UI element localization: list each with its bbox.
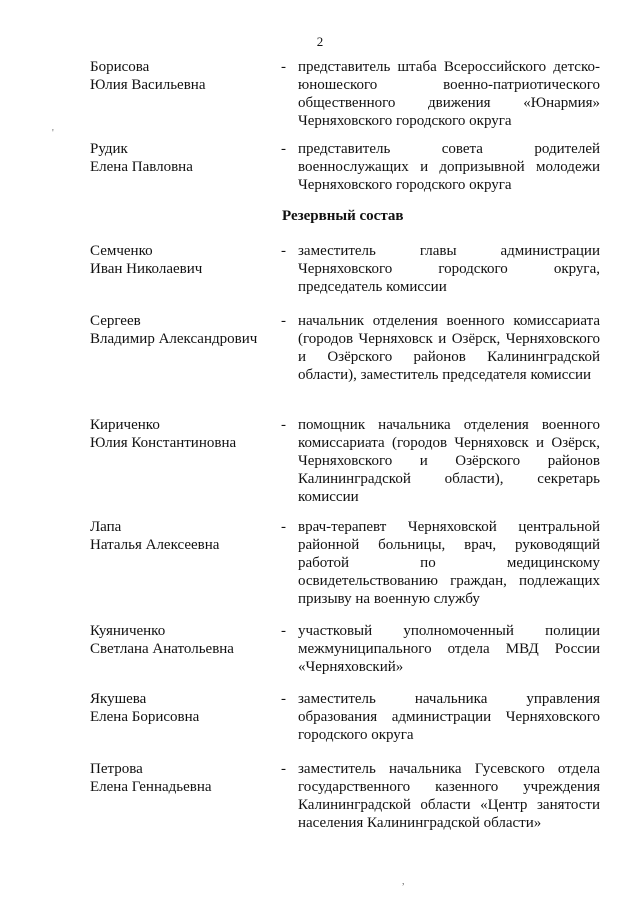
dash: -	[281, 243, 286, 259]
section-title: Резервный состав	[282, 208, 404, 224]
member-role: представитель совета родителей военнослужащих и допризывной молодежи Черняховского городского округа	[298, 141, 600, 193]
page-number: 2	[316, 34, 324, 49]
dash: -	[281, 59, 286, 75]
dash: -	[281, 141, 286, 157]
member-role: заместитель начальника управления образования администрации Черняховского городского округа	[298, 691, 600, 743]
dash: -	[281, 519, 286, 535]
member-name: Куяниченко Светлана Анатольевна	[90, 623, 234, 657]
dash: -	[281, 313, 286, 329]
dash: -	[281, 417, 286, 433]
scan-speck: ,	[402, 876, 405, 887]
member-role: помощник начальника отделения военного комиссариата (городов Черняховск и Озёрск, Черняховского и Озёрского районов Калининградской области), секретарь комиссии	[298, 417, 600, 505]
member-name: Петрова Елена Геннадьевна	[90, 761, 212, 795]
member-name: Семченко Иван Николаевич	[90, 243, 203, 277]
member-name: Рудик Елена Павловна	[90, 141, 193, 175]
member-name: Лапа Наталья Алексеевна	[90, 519, 220, 553]
member-role: заместитель начальника Гусевского отдела государственного казенного учреждения Калининградской области «Центр занятости населения Калининградской области»	[298, 761, 600, 831]
member-role: начальник отделения военного комиссариата (городов Черняховск и Озёрск, Черняховского и Озёрского районов Калининградской области), заместитель председателя комиссии	[298, 313, 600, 383]
dash: -	[281, 761, 286, 777]
member-role: участковый уполномоченный полиции межмуниципального отдела МВД России «Черняховский»	[298, 623, 600, 675]
member-role: заместитель главы администрации Черняховского городского округа, председатель комиссии	[298, 243, 600, 295]
member-name: Якушева Елена Борисовна	[90, 691, 200, 725]
dash: -	[281, 623, 286, 639]
member-name: Борисова Юлия Васильевна	[90, 59, 206, 93]
scan-speck: '	[52, 128, 54, 139]
member-role: представитель штаба Всероссийского детско-юношеского военно-патриотического общественного движения «Юнармия» Черняховского городского округа	[298, 59, 600, 129]
dash: -	[281, 691, 286, 707]
member-name: Кириченко Юлия Константиновна	[90, 417, 237, 451]
member-name: Сергеев Владимир Александрович	[90, 313, 258, 347]
member-role: врач-терапевт Черняховской центральной районной больницы, врач, руководящий работой по медицинскому освидетельствованию граждан, подлежащих призыву на военную службу	[298, 519, 600, 607]
